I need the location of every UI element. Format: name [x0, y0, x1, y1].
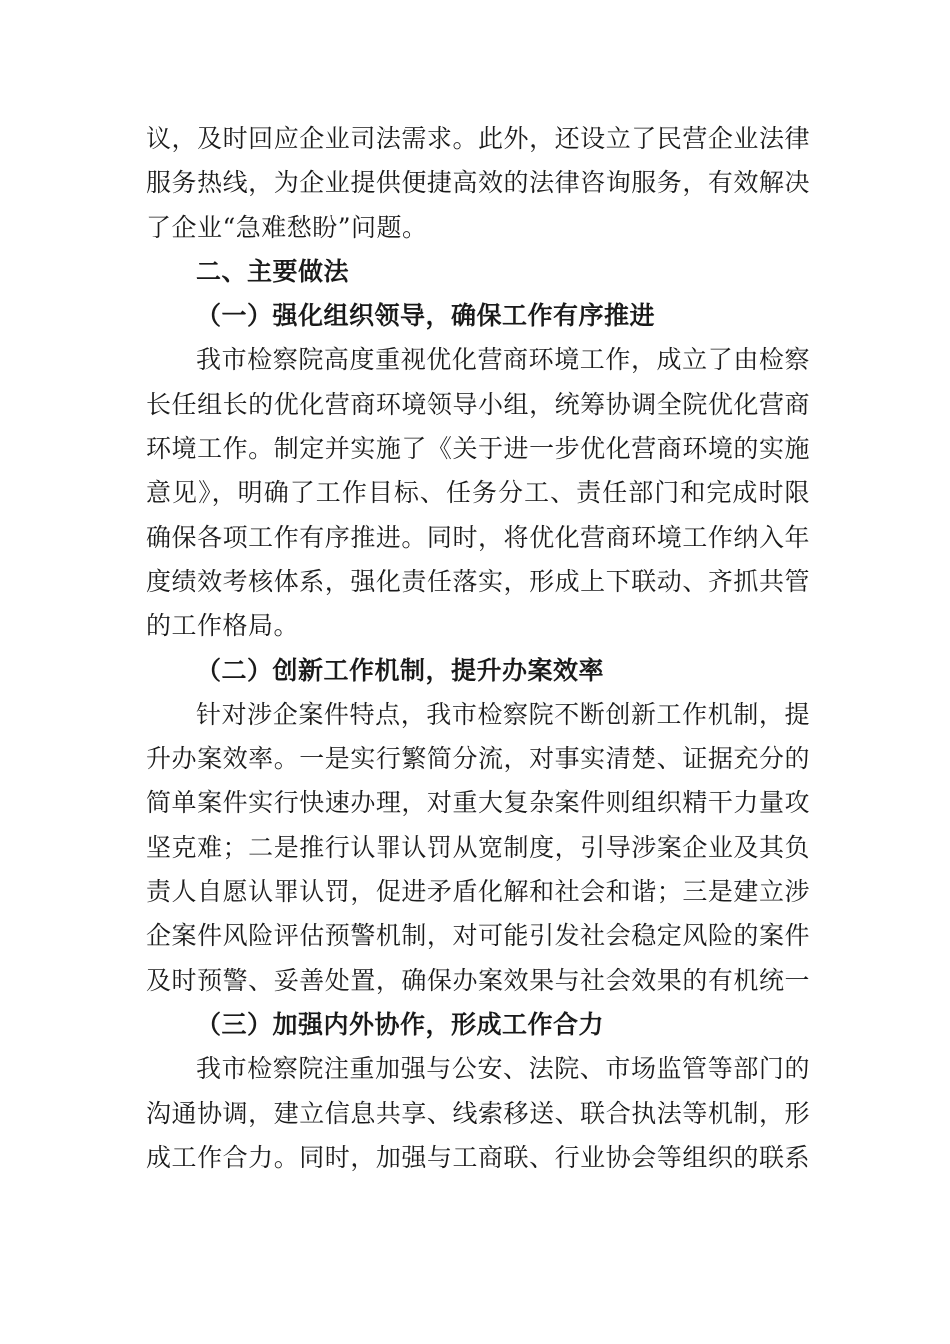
paragraph-line: 了企业“急难愁盼”问题。 — [146, 212, 428, 242]
paragraph-line: 意见》，明确了工作目标、任务分工、责任部门和完成时限 — [146, 478, 810, 508]
paragraph-line: 升办案效率。一是实行繁简分流，对事实清楚、证据充分的 — [146, 744, 810, 774]
subsection-heading-3: （三）加强内外协作，形成工作合力 — [196, 1009, 605, 1039]
paragraph-line: 我市检察院注重加强与公安、法院、市场监管等部门的 — [196, 1054, 810, 1084]
paragraph-line: 成工作合力。同时，加强与工商联、行业协会等组织的联系 — [146, 1142, 810, 1172]
paragraph-line: 度绩效考核体系，强化责任落实，形成上下联动、齐抓共管 — [146, 566, 810, 596]
paragraph-line: 我市检察院高度重视优化营商环境工作，成立了由检察 — [196, 345, 810, 375]
paragraph-line: 企案件风险评估预警机制，对可能引发社会稳定风险的案件 — [146, 921, 810, 951]
subsection-heading-2: （二）创新工作机制，提升办案效率 — [196, 655, 605, 685]
paragraph-line: 简单案件实行快速办理，对重大复杂案件则组织精干力量攻 — [146, 788, 810, 818]
paragraph-line: 针对涉企案件特点，我市检察院不断创新工作机制，提 — [196, 699, 810, 729]
paragraph-line: 的工作格局。 — [146, 611, 300, 641]
paragraph-line: 责人自愿认罪认罚，促进矛盾化解和社会和谐；三是建立涉 — [146, 877, 810, 907]
paragraph-line: 服务热线，为企业提供便捷高效的法律咨询服务，有效解决 — [146, 168, 810, 198]
document-body — [146, 117, 810, 1180]
paragraph-line: 沟通协调，建立信息共享、线索移送、联合执法等机制，形 — [146, 1098, 810, 1128]
section-heading-main-practices: 二、主要做法 — [196, 256, 350, 286]
paragraph-line: 环境工作。制定并实施了《关于进一步优化营商环境的实施 — [146, 434, 810, 464]
paragraph-line: 确保各项工作有序推进。同时，将优化营商环境工作纳入年 — [146, 522, 810, 552]
paragraph-line: 长任组长的优化营商环境领导小组，统筹协调全院优化营商 — [146, 389, 810, 419]
subsection-heading-1: （一）强化组织领导，确保工作有序推进 — [196, 301, 656, 331]
paragraph-line: 及时预警、妥善处置，确保办案效果与社会效果的有机统一 — [146, 965, 810, 995]
paragraph-line: 议，及时回应企业司法需求。此外，还设立了民营企业法律 — [146, 124, 810, 153]
paragraph-line: 坚克难；二是推行认罪认罚从宽制度，引导涉案企业及其负 — [146, 832, 810, 862]
